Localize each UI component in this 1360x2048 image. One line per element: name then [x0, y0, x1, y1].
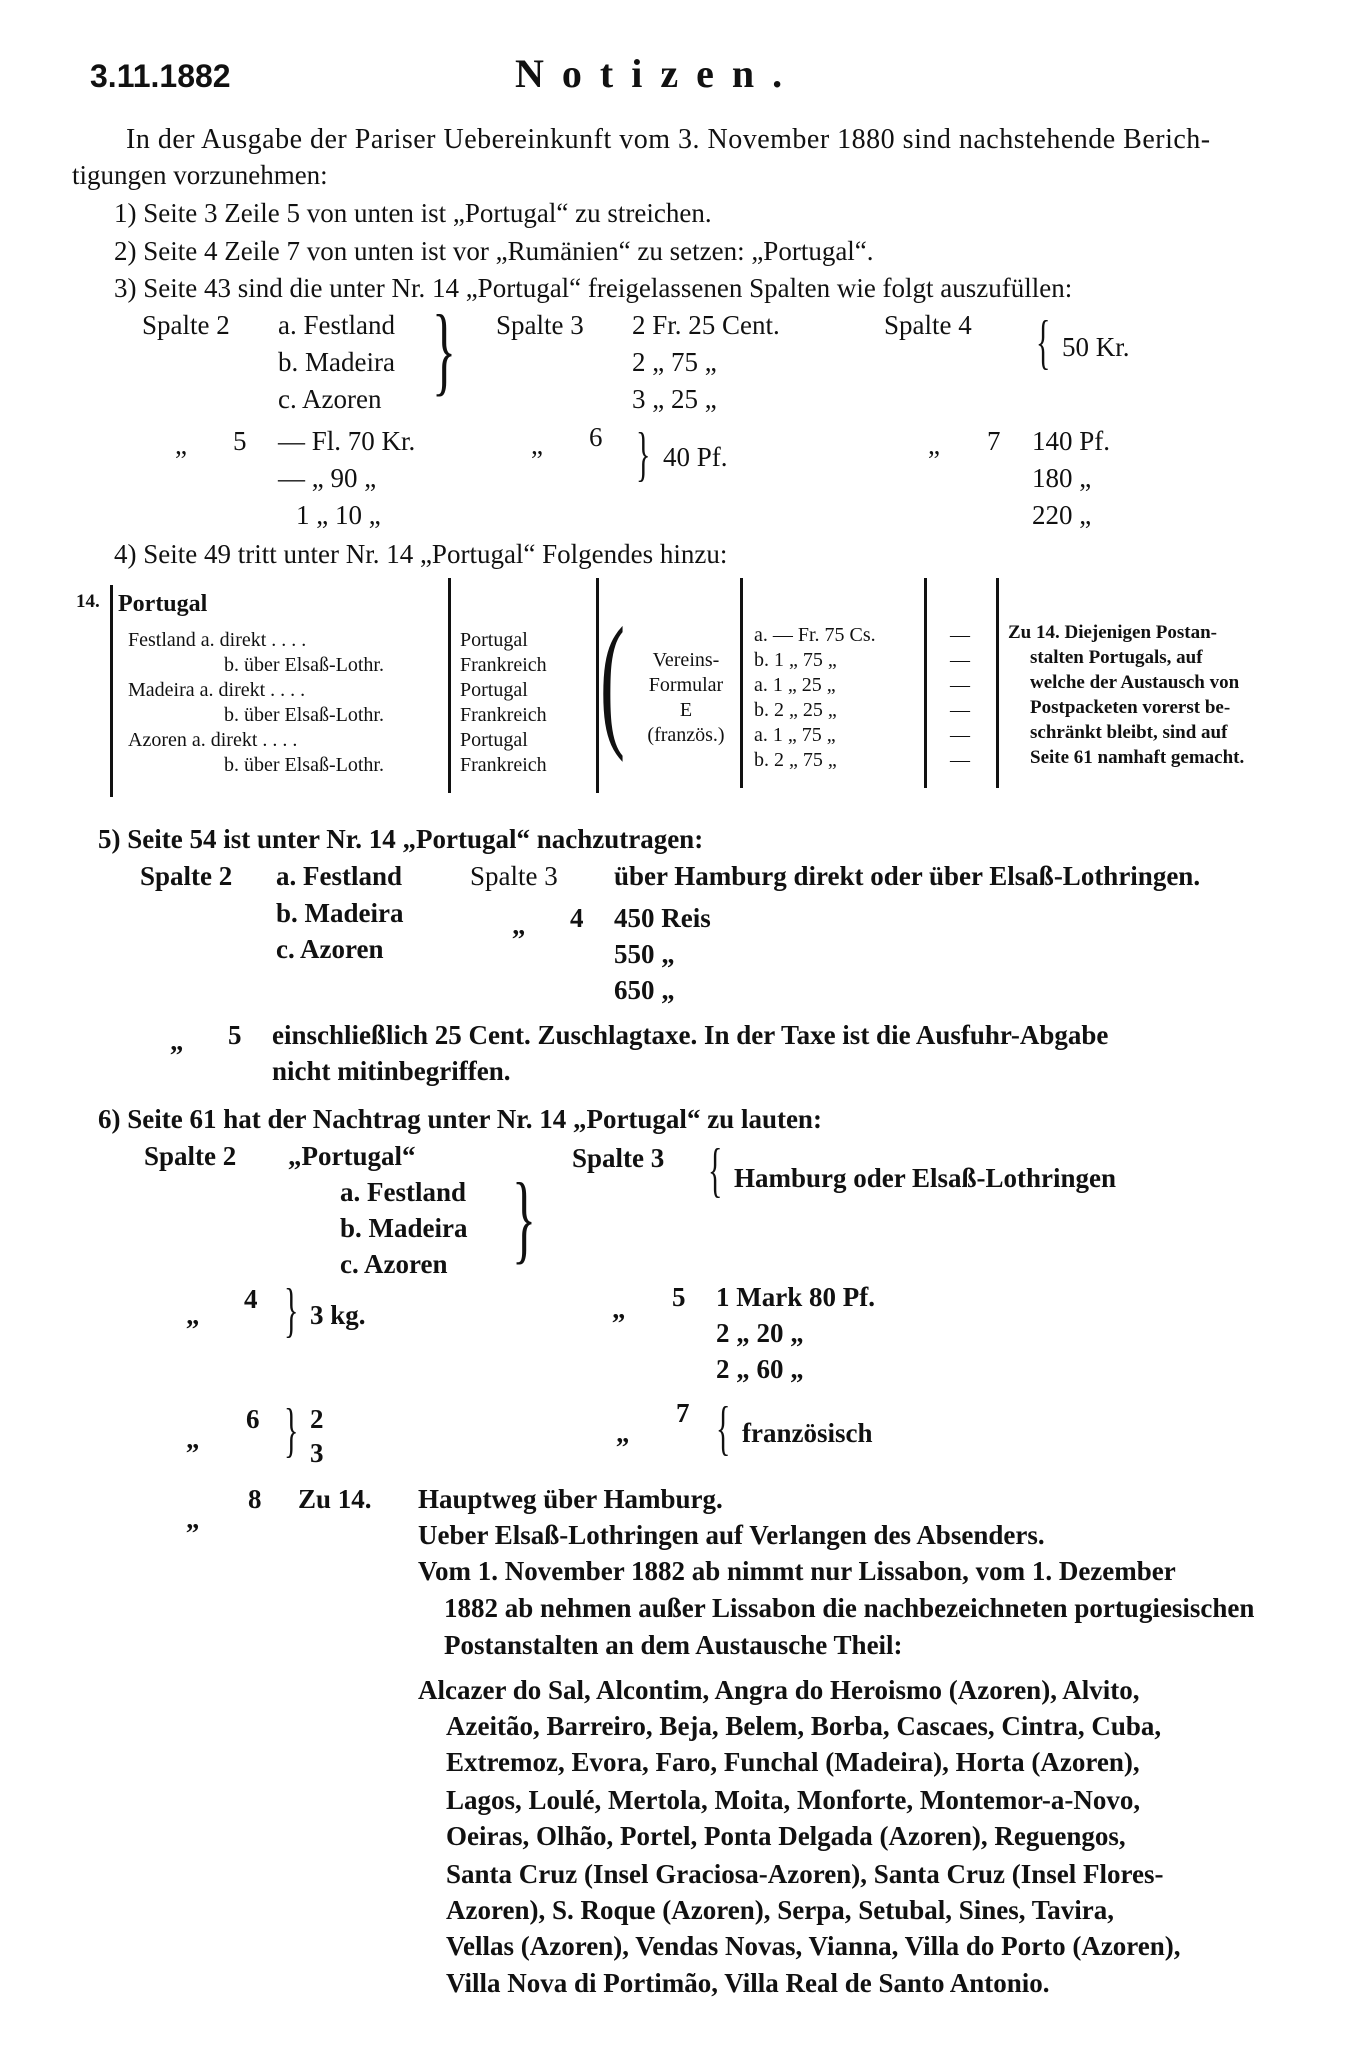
entry: 2 „ 60 „: [716, 1354, 804, 1384]
divider: [110, 585, 113, 797]
entry: Hauptweg über Hamburg.: [418, 1484, 723, 1514]
entry: 2 „ 75 „: [632, 347, 717, 377]
entry: 140 Pf.: [1032, 426, 1111, 456]
ditto: „: [531, 430, 543, 460]
row-dash: —: [950, 674, 970, 696]
note-line: welche der Austausch von: [1030, 672, 1240, 693]
item-2: 2) Seite 4 Zeile 7 von unten ist vor „Rumänien“ zu setzen: „Portugal“.: [114, 236, 874, 266]
entry: 220 „: [1032, 500, 1092, 530]
row-rate: b. 2 „ 25 „: [754, 699, 837, 721]
entry: 2: [310, 1404, 324, 1434]
row-via: Portugal: [460, 679, 528, 701]
row-label: Azoren a. direkt . . . .: [128, 729, 298, 751]
intro-line: In der Ausgabe der Pariser Uebereinkunft vom 3. November 1880 sind nachstehende Berich-: [126, 124, 1211, 155]
brace: }: [432, 294, 456, 405]
entry: nicht mitinbegriffen.: [272, 1056, 511, 1086]
place-line: Lagos, Loulé, Mertola, Moita, Monforte, Montemor-a-Novo,: [446, 1785, 1141, 1815]
row-dash: —: [950, 724, 970, 746]
item-5: 5) Seite 54 ist unter Nr. 14 „Portugal“ nachzutragen:: [98, 824, 704, 854]
brace: (: [600, 597, 625, 763]
entry: französisch: [742, 1418, 873, 1448]
brace: }: [284, 1397, 299, 1463]
brace: }: [512, 1162, 536, 1273]
entry: Hamburg oder Elsaß-Lothringen: [734, 1163, 1117, 1193]
entry: 3 „ 25 „: [632, 384, 717, 414]
row-rate: a. 1 „ 75 „: [754, 724, 836, 746]
form-line: Vereins-: [652, 649, 720, 671]
entry: — „ 90 „: [278, 463, 377, 493]
entry: „Portugal“: [288, 1141, 416, 1171]
place-line: Extremoz, Evora, Faro, Funchal (Madeira), Horta (Azoren),: [446, 1747, 1140, 1777]
note-line: stalten Portugals, auf: [1030, 647, 1203, 668]
entry: b. Madeira: [278, 347, 395, 377]
row-dash: —: [950, 624, 970, 646]
entry: Ueber Elsaß-Lothringen auf Verlangen des Absenders.: [418, 1520, 1045, 1550]
item-4: 4) Seite 49 tritt unter Nr. 14 „Portugal“ Folgendes hinzu:: [114, 539, 728, 569]
place-line: Santa Cruz (Insel Graciosa-Azoren), Santa Cruz (Insel Flores-: [446, 1859, 1164, 1889]
spalte-num: 5: [228, 1020, 242, 1050]
table-number: 14.: [76, 591, 100, 612]
place-line: Azoren), S. Roque (Azoren), Serpa, Setubal, Sines, Tavira,: [446, 1895, 1115, 1925]
entry: c. Azoren: [278, 384, 382, 414]
note-line: Zu 14. Diejenigen Postan-: [1008, 622, 1217, 643]
row-dash: —: [950, 649, 970, 671]
entry: 550 „: [614, 939, 675, 969]
ditto: „: [186, 1300, 200, 1330]
entry: b. Madeira: [276, 898, 404, 928]
entry: 50 Kr.: [1062, 332, 1130, 362]
entry: b. Madeira: [340, 1213, 468, 1243]
row-rate: a. — Fr. 75 Cs.: [754, 624, 876, 646]
place-line: Azeitão, Barreiro, Beja, Belem, Borba, Cascaes, Cintra, Cuba,: [446, 1711, 1162, 1741]
spalte-num: 7: [987, 426, 1001, 456]
row-dash: —: [950, 749, 970, 771]
row-label: Festland a. direkt . . . .: [128, 629, 307, 651]
spalte-label: Spalte 2: [142, 310, 230, 340]
entry: 1882 ab nehmen außer Lissabon die nachbezeichneten portugiesischen: [444, 1593, 1255, 1623]
entry: a. Festland: [340, 1177, 467, 1207]
spalte-label: Spalte 3: [496, 310, 584, 340]
entry: 450 Reis: [614, 903, 711, 933]
entry: Zu 14.: [298, 1484, 372, 1514]
spalte-num: 8: [248, 1484, 262, 1514]
ditto: „: [186, 1424, 200, 1454]
spalte-label: Spalte 2: [144, 1141, 237, 1171]
date: 3.11.1882: [90, 58, 231, 94]
item-6: 6) Seite 61 hat der Nachtrag unter Nr. 14 „Portugal“ zu lauten:: [98, 1104, 822, 1134]
row-via: Frankreich: [460, 754, 547, 776]
spalte-num: 7: [676, 1398, 690, 1428]
note-line: schränkt bleibt, sind auf: [1030, 722, 1228, 743]
ditto: „: [616, 1418, 630, 1448]
entry: 3: [310, 1438, 324, 1468]
row-via: Portugal: [460, 729, 528, 751]
spalte-label: Spalte 4: [884, 310, 972, 340]
spalte-label: Spalte 3: [470, 861, 558, 891]
form-line: (französ.): [647, 724, 725, 746]
entry: 2 „ 20 „: [716, 1318, 804, 1348]
ditto: „: [512, 910, 526, 940]
spalte-num: 5: [233, 426, 247, 456]
entry: 2 Fr. 25 Cent.: [632, 310, 780, 340]
spalte-num: 6: [246, 1404, 260, 1434]
place-line: Oeiras, Olhão, Portel, Ponta Delgada (Azoren), Reguengos,: [446, 1821, 1126, 1851]
ditto: „: [170, 1026, 184, 1056]
place-line: Villa Nova di Portimão, Villa Real de Santo Antonio.: [446, 1968, 1050, 1998]
row-dash: —: [950, 699, 970, 721]
entry: — Fl. 70 Kr.: [278, 426, 416, 456]
row-via: Frankreich: [460, 704, 547, 726]
entry: 650 „: [614, 975, 675, 1005]
divider: [996, 578, 999, 788]
spalte-label: Spalte 2: [140, 861, 233, 891]
brace: }: [636, 421, 651, 487]
entry: 1 „ 10 „: [296, 500, 381, 530]
row-via: Portugal: [460, 629, 528, 651]
spalte-num: 6: [589, 422, 603, 452]
place-line: Vellas (Azoren), Vendas Novas, Vianna, Villa do Porto (Azoren),: [446, 1931, 1181, 1961]
row-via: Frankreich: [460, 654, 547, 676]
brace: {: [708, 1137, 723, 1203]
spalte-num: 5: [672, 1282, 686, 1312]
entry: c. Azoren: [276, 934, 384, 964]
entry: 1 Mark 80 Pf.: [716, 1282, 875, 1312]
entry: Postanstalten an dem Austausche Theil:: [444, 1630, 903, 1660]
page-title: Notizen.: [515, 51, 801, 96]
entry: einschließlich 25 Cent. Zuschlagtaxe. In der Taxe ist die Ausfuhr-Abgabe: [272, 1020, 1109, 1050]
spalte-num: 4: [244, 1284, 258, 1314]
form-line: Formular: [648, 674, 724, 696]
entry: c. Azoren: [340, 1249, 448, 1279]
intro-line: tigungen vorzunehmen:: [72, 160, 328, 190]
place-line: Alcazer do Sal, Alcontim, Angra do Heroismo (Azoren), Alvito,: [418, 1675, 1140, 1705]
entry: a. Festland: [278, 310, 395, 340]
row-rate: b. 1 „ 75 „: [754, 649, 837, 671]
note-line: Seite 61 namhaft gemacht.: [1030, 747, 1245, 768]
row-rate: b. 2 „ 75 „: [754, 749, 837, 771]
row-label: b. über Elsaß-Lothr.: [224, 754, 384, 776]
entry: a. Festland: [276, 861, 403, 891]
row-label: b. über Elsaß-Lothr.: [224, 654, 384, 676]
divider: [596, 578, 599, 793]
spalte-label: Spalte 3: [572, 1143, 665, 1173]
ditto: „: [175, 430, 187, 460]
row-rate: a. 1 „ 25 „: [754, 674, 836, 696]
spalte-num: 4: [570, 903, 584, 933]
ditto: „: [928, 430, 940, 460]
divider: [924, 578, 927, 788]
brace: {: [716, 1395, 731, 1461]
item-3: 3) Seite 43 sind die unter Nr. 14 „Portugal“ freigelassenen Spalten wie folgt auszufüllen:: [114, 273, 1073, 303]
ditto: „: [612, 1294, 626, 1324]
row-label: Madeira a. direkt . . . .: [128, 679, 306, 701]
divider: [448, 578, 451, 793]
ditto: „: [186, 1504, 200, 1534]
brace: }: [284, 1277, 299, 1343]
row-label: b. über Elsaß-Lothr.: [224, 704, 384, 726]
form-line: E: [679, 699, 693, 721]
note-line: Postpacketen vorerst be-: [1030, 697, 1231, 718]
entry: über Hamburg direkt oder über Elsaß-Lothringen.: [614, 861, 1201, 891]
item-1: 1) Seite 3 Zeile 5 von unten ist „Portugal“ zu streichen.: [114, 198, 712, 228]
country: Portugal: [118, 591, 208, 617]
brace: {: [1036, 309, 1051, 375]
entry: 40 Pf.: [663, 442, 728, 472]
entry: 3 kg.: [310, 1300, 366, 1330]
entry: 180 „: [1032, 463, 1092, 493]
divider: [740, 578, 743, 788]
entry: Vom 1. November 1882 ab nimmt nur Lissabon, vom 1. Dezember: [418, 1556, 1176, 1586]
